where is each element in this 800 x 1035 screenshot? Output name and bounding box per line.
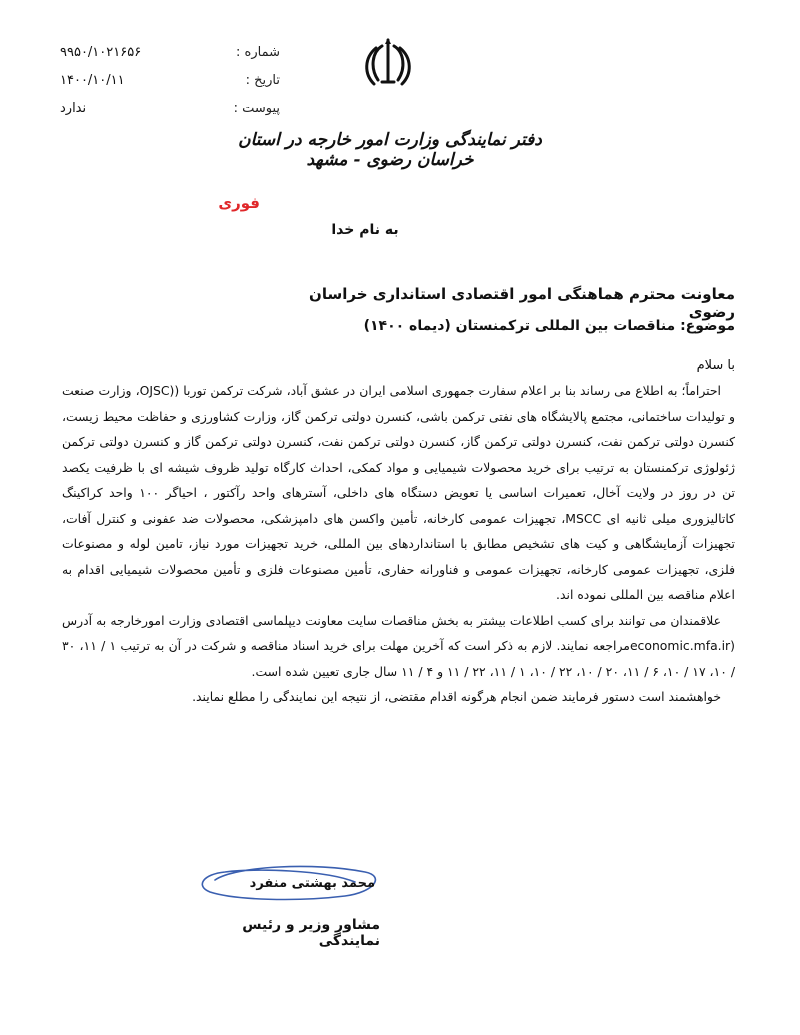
date-value: ۱۴۰۰/۱۰/۱۱ xyxy=(60,72,125,88)
body-paragraph: احتراماً؛ به اطلاع می رساند بنا بر اعلام سفارت جمهوری اسلامی ایران در عشق آباد، شرکت ترکمن توربا ((OJSC، وزارت صنعت و تولیدات ساختمانی، مجتمع پالایشگاه های نفتی ترکمن باشی، کنسرن دولتی ترکمن گاز، وزارت کشاورزی و حفاظت محیط زیست، کنسرن دولتی ترکمن نفت، کنسرن دولتی ترکمن گاز، کنسرن دولتی ترکمن نفت، کنسرن دولتی ترکمن گاز و کنسرن دولتی ترکمن ژئولوژی ترکمنستان به ترتیب برای خرید محصولات شیمیایی و مواد کمکی، احداث کارگاه تولید ظروف شیشه ای با ظرفیت یکصد تن در روز در ولایت آخال، تعمیرات اساسی یا تعویض دستگاه های داخلی، آسترهای واحد رآکتور ، احیاگر ۱۰۰ واحد کراکینگ کاتالیزوری میلی ثانیه ای MSCC، تجهیزات عمومی کارخانه، تأمین واکسن های دامپزشکی، محصولات ضد عفونی و کنترل آفات، تجهیزات آزمایشگاهی و کیت های تشخیص مطابق با استانداردهای بین المللی، خرید تجهیزات مورد نیاز، تامین لوله و مصنوعات فلزی، تجهیزات عمومی کارخانه، تجهیزات عمومی و فناورانه حفاری، تأمین مصنوعات فلزی و تأمین محصولات شیمیایی اقدام به اعلام مناقصه بین المللی نموده اند. xyxy=(62,383,735,602)
greeting: با سلام xyxy=(696,358,735,373)
body-paragraph: علاقمندان می توانند برای کسب اطلاعات بیشتر به بخش مناقصات سایت معاونت دیپلماسی اقتصادی وزارت امورخارجه به آدرس (economic.mfa.irمراجعه نمایند. لازم به ذکر است که آخرین مهلت برای خرید اسناد مناقصه و شرکت در آن به ترتیب ۱ / ۱۱، ۳۰ / ۱۰، ۱۷ / ۱۰، ۶ / ۱۱، ۲۰ / ۱۰، ۲۲ / ۱۰، ۱ / ۱۱، ۲۲ / ۱۱ و ۴ / ۱۱ سال جاری تعیین شده است. xyxy=(62,612,735,679)
date-label: تاریخ : xyxy=(245,72,280,88)
bismillah: به نام خدا xyxy=(331,222,399,238)
attachment-value: ندارد xyxy=(60,100,87,116)
urgent-mark: فوری xyxy=(218,194,260,212)
number-label: شماره : xyxy=(236,44,280,60)
recipient: معاونت محترم هماهنگی امور اقتصادی استانداری خراسان رضوی xyxy=(309,285,735,321)
office-name: دفتر نمایندگی وزارت امور خارجه در استان خراسان رضوی - مشهد xyxy=(238,130,542,170)
signatory-name: محمد بهشتی منفرد xyxy=(249,876,375,891)
number-value: ۹۹۵۰/۱۰۲۱۶۵۶ xyxy=(60,44,142,60)
letter-body xyxy=(62,378,735,710)
letter-number-row xyxy=(60,38,280,66)
body-paragraph: خواهشمند است دستور فرمایند ضمن انجام هرگونه اقدام مقتضی، از نتیجه این نمایندگی را مطلع نمایند. xyxy=(192,689,721,704)
subject: موضوع: مناقصات بین المللی ترکمنستان (دیماه ۱۴۰۰) xyxy=(363,318,735,334)
attachment-label: پیوست : xyxy=(233,100,280,116)
iran-emblem-icon xyxy=(362,36,414,92)
signatory-title: مشاور وزیر و رئیس نمایندگی xyxy=(242,917,380,949)
letter-meta xyxy=(60,38,280,122)
letter-date-row xyxy=(60,66,280,94)
letter-attachment-row xyxy=(60,94,280,122)
